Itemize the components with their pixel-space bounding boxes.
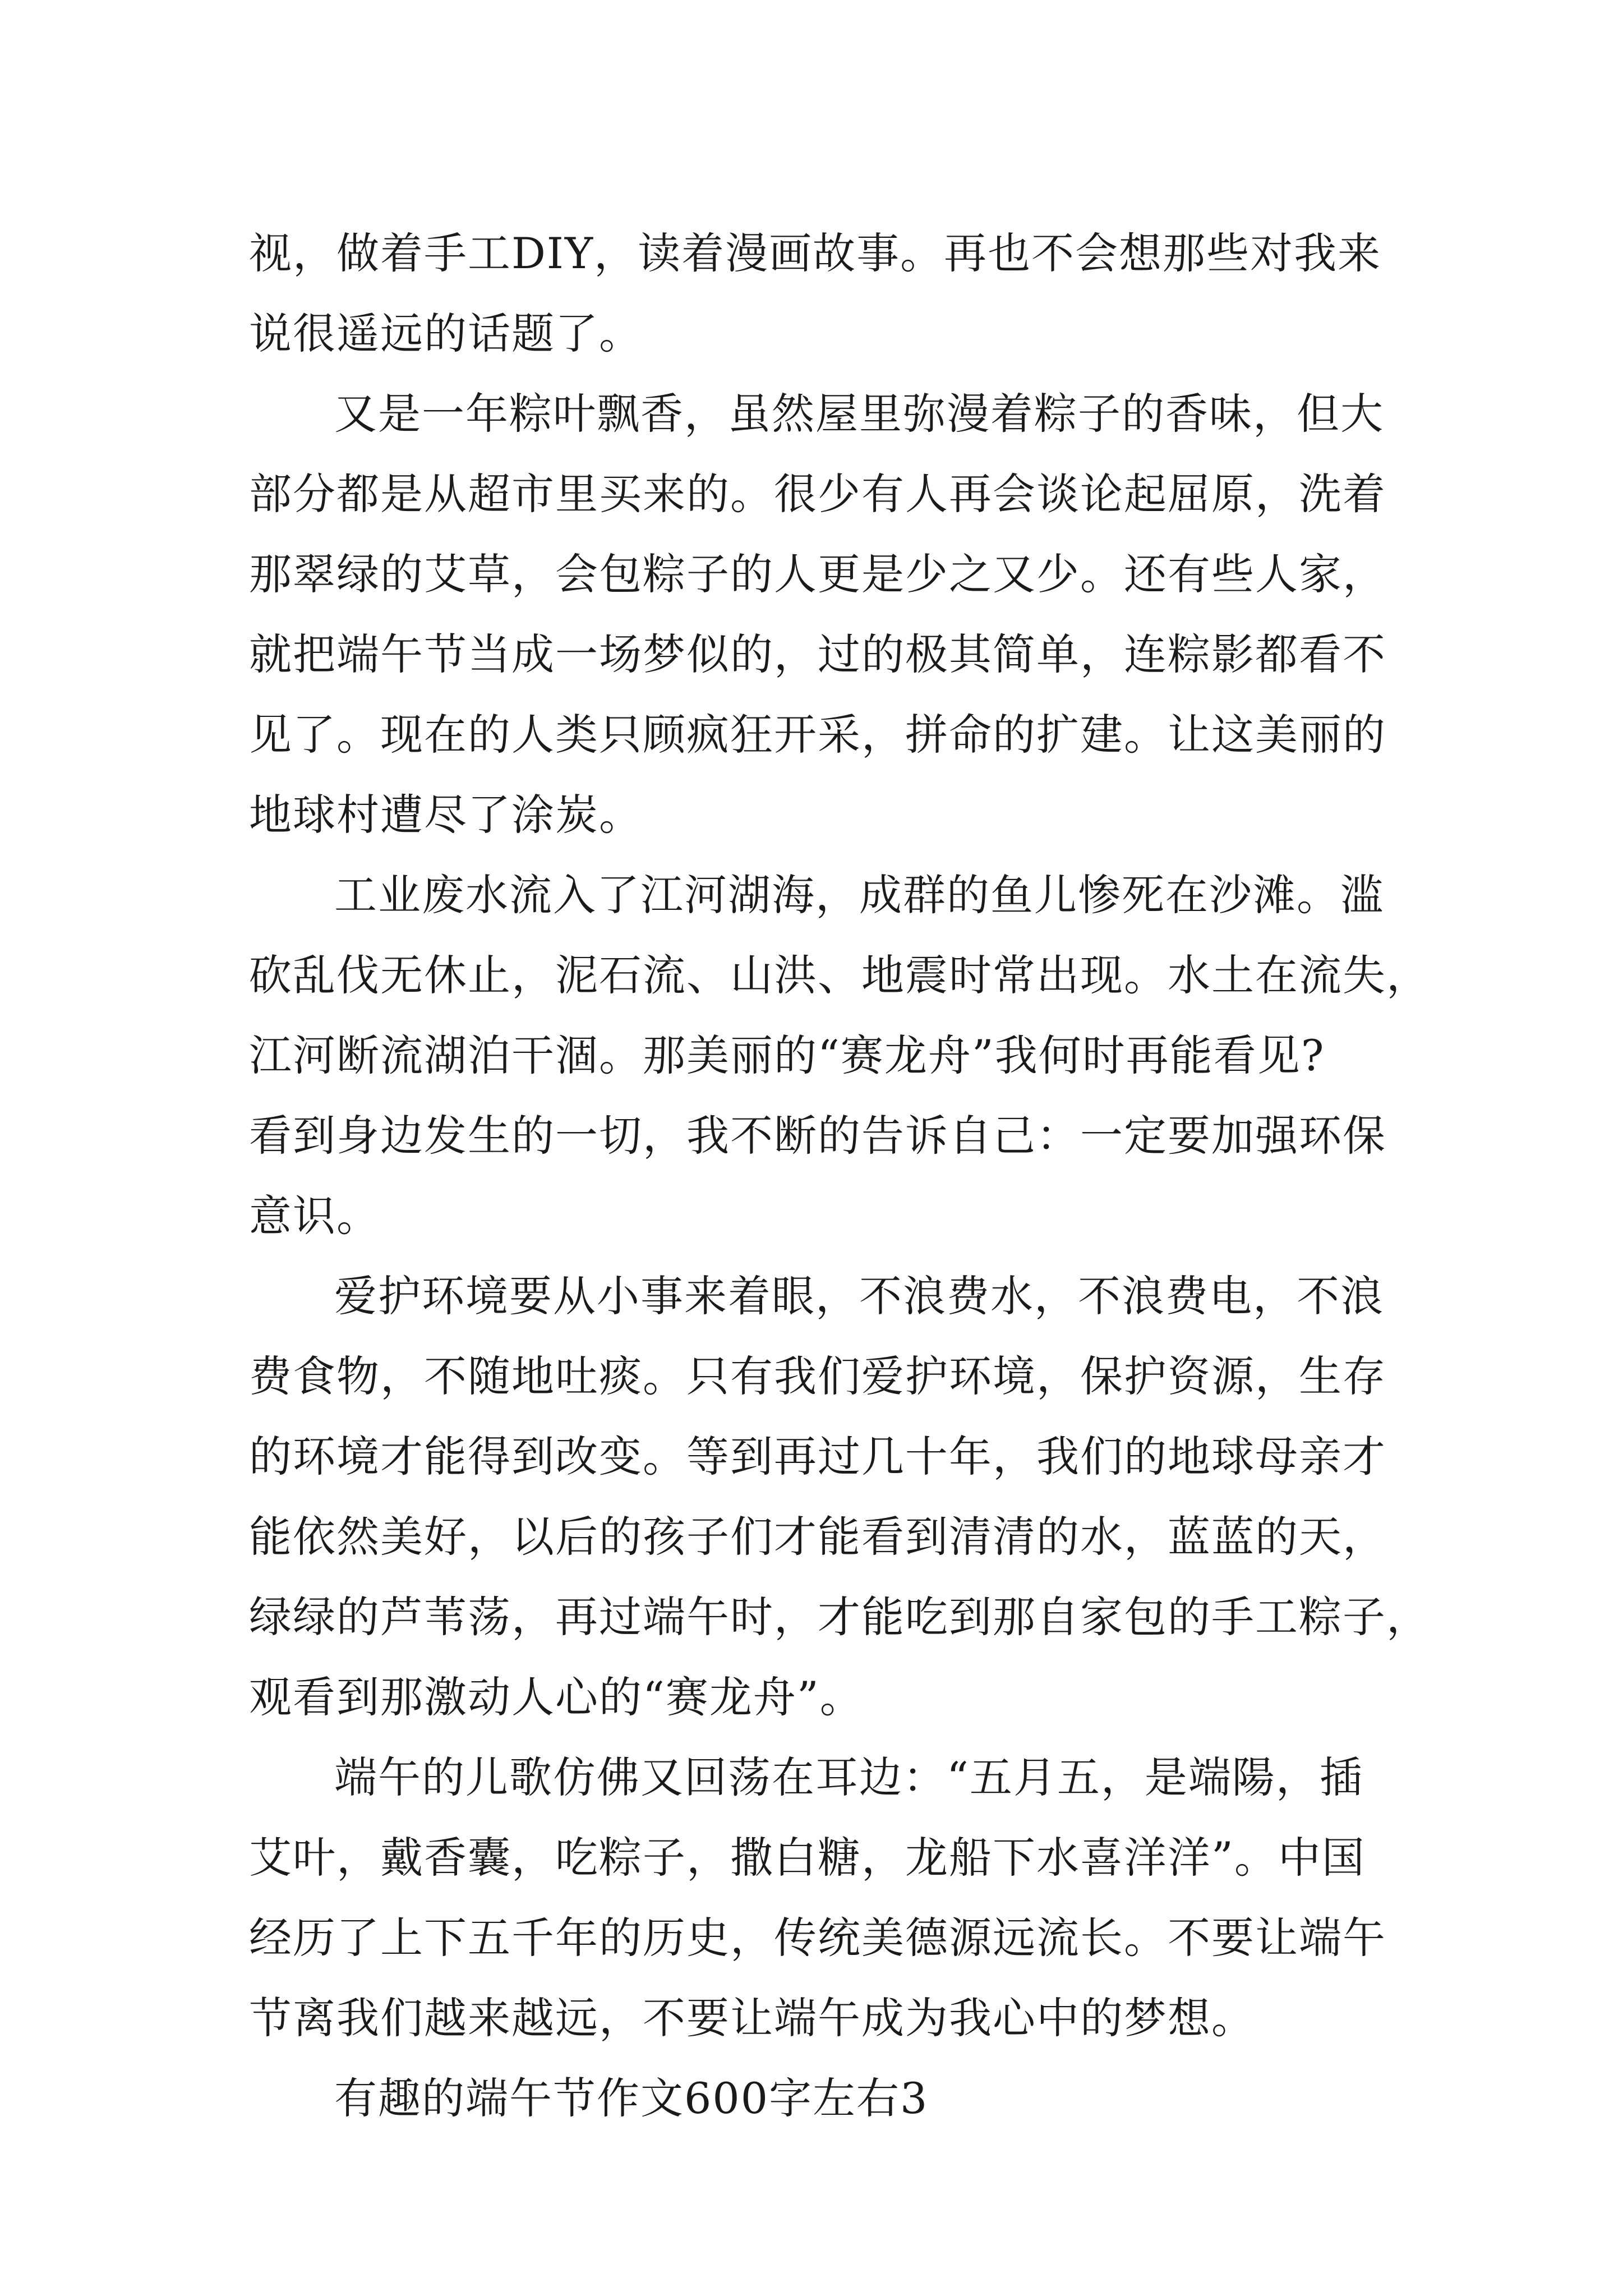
paragraph-line: 说很遥远的话题了。: [249, 309, 643, 358]
paragraph-line: 观看到那激动人心的“赛龙舟”。: [249, 1672, 864, 1722]
paragraph: [249, 213, 1399, 374]
paragraph: [249, 374, 1399, 855]
document-body: [249, 213, 1430, 2138]
paragraph-line: 节离我们越来越远，不要让端午成为我心中的梦想。: [249, 1993, 1255, 2043]
paragraph-line: 看到身边发生的一切，我不断的告诉自己：一定要加强环保: [249, 1111, 1386, 1161]
paragraph-line: 绿绿的芦苇荡，再过端午时，才能吃到那自家包的手工粽子，: [249, 1592, 1430, 1642]
paragraph: [249, 1256, 1430, 1737]
heading-line: 有趣的端午节作文600字左右3: [334, 2073, 929, 2123]
paragraph-line: 又是一年粽叶飘香，虽然屋里弥漫着粽子的香味，但大: [334, 389, 1384, 439]
paragraph-line: 地球村遭尽了涂炭。: [249, 790, 643, 840]
paragraph: [249, 855, 1430, 1256]
paragraph-line: 端午的儿歌仿佛又回荡在耳边：“五月五，是端陽，插: [334, 1752, 1363, 1802]
paragraph-line: 的环境才能得到改变。等到再过几十年，我们的地球母亲才: [249, 1432, 1386, 1481]
section-heading: [249, 2058, 1399, 2138]
paragraph-line: 能依然美好，以后的孩子们才能看到清清的水，蓝蓝的天，: [249, 1512, 1386, 1562]
paragraph-line: 费食物，不随地吐痰。只有我们爱护环境，保护资源，生存: [249, 1351, 1386, 1401]
paragraph-line: 意识。: [249, 1191, 380, 1241]
paragraph-line: 见了。现在的人类只顾疯狂开采，拼命的扩建。让这美丽的: [249, 710, 1386, 760]
paragraph: [249, 1737, 1399, 2058]
paragraph-line: 砍乱伐无休止，泥石流、山洪、地震时常出现。水土在流失，: [249, 950, 1430, 1000]
paragraph-line: 就把端午节当成一场梦似的，过的极其简单，连粽影都看不: [249, 629, 1386, 679]
paragraph-line: 工业废水流入了江河湖海，成群的鱼儿惨死在沙滩。滥: [334, 870, 1384, 920]
paragraph-line: 那翠绿的艾草，会包粽子的人更是少之又少。还有些人家，: [249, 549, 1386, 599]
paragraph-line: 爱护环境要从小事来着眼，不浪费水，不浪费电，不浪: [334, 1271, 1384, 1321]
paragraph-line: 经历了上下五千年的历史，传统美德源远流长。不要让端午: [249, 1913, 1386, 1963]
paragraph-line: 艾叶，戴香囊，吃粽子，撒白糖，龙船下水喜洋洋”。中国: [249, 1833, 1366, 1883]
paragraph-line: 部分都是从超市里买来的。很少有人再会谈论起屈原，洗着: [249, 469, 1386, 519]
paragraph-line: 视，做着手工DIY，读着漫画故事。再也不会想那些对我来: [249, 228, 1382, 278]
paragraph-line: 江河断流湖泊干涸。那美丽的“赛龙舟”我何时再能看见?: [249, 1030, 1325, 1080]
